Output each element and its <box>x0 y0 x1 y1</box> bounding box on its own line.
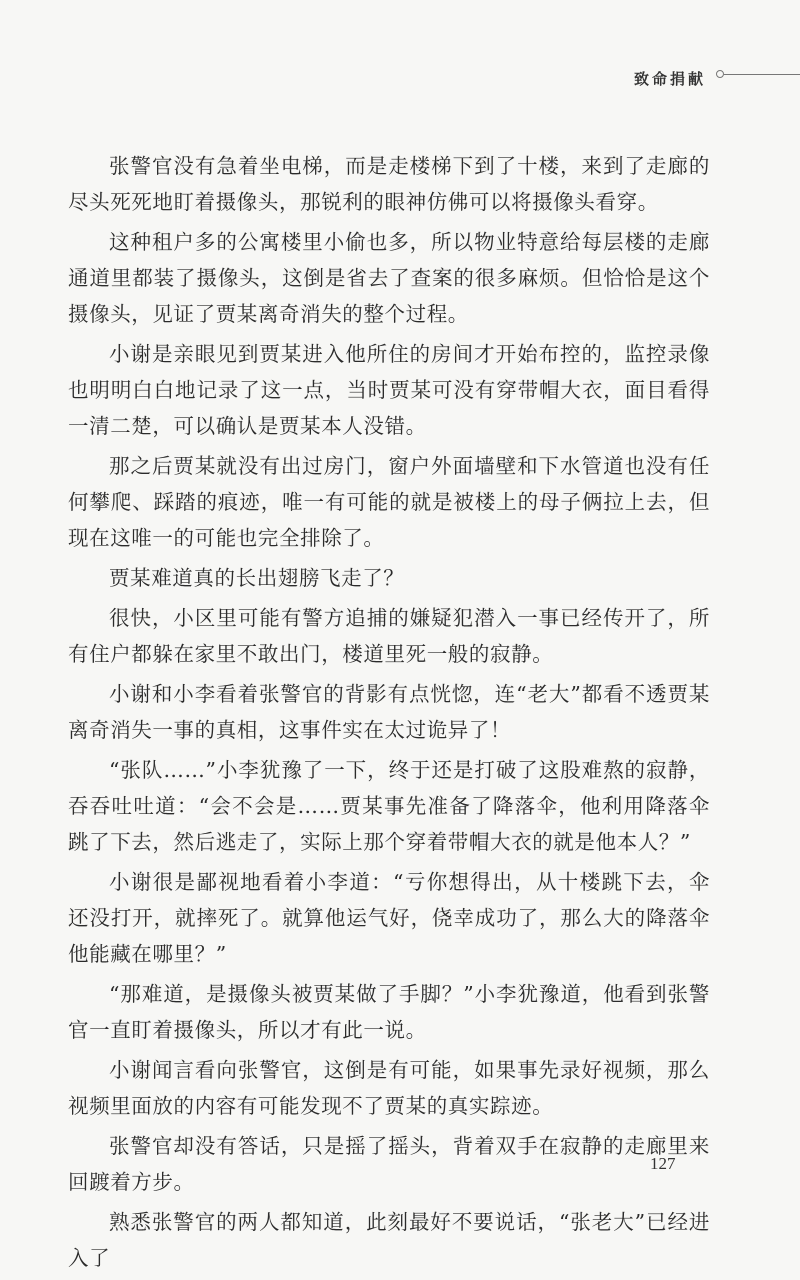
paragraph-12: 张警官却没有答话，只是摇了摇头，背着双手在寂静的走廊里来回踱着方步。 <box>68 1134 710 1194</box>
paragraph-3: 小谢是亲眼见到贾某进入他所住的房间才开始布控的，监控录像也明明白白地记录了这一点，当时贾某可没有穿带帽大衣，面目看得一清二楚，可以确认是贾某本人没错。 <box>68 342 710 438</box>
paragraph-13: 熟悉张警官的两人都知道，此刻最好不要说话，“张老大”已经进入了 <box>68 1210 710 1270</box>
paragraph-8: “张队……”小李犹豫了一下，终于还是打破了这股难熬的寂静，吞吞吐吐道：“会不会是……贾某事先准备了降落伞，他利用降落伞跳了下去，然后逃走了，实际上那个穿着带帽大衣的就是他本人？” <box>68 758 710 854</box>
paragraph-4: 那之后贾某就没有出过房门，窗户外面墙壁和下水管道也没有任何攀爬、踩踏的痕迹，唯一有可能的就是被楼上的母子俩拉上去，但现在这唯一的可能也完全排除了。 <box>68 454 710 550</box>
paragraph-1: 张警官没有急着坐电梯，而是走楼梯下到了十楼，来到了走廊的尽头死死地盯着摄像头，那锐利的眼神仿佛可以将摄像头看穿。 <box>68 154 710 214</box>
body-text <box>68 148 710 1280</box>
header-ornament-dot <box>716 70 724 78</box>
paragraph-2: 这种租户多的公寓楼里小偷也多，所以物业特意给每层楼的走廊通道里都装了摄像头，这倒是省去了查案的很多麻烦。但恰恰是这个摄像头，见证了贾某离奇消失的整个过程。 <box>68 230 710 326</box>
paragraph-5: 贾某难道真的长出翅膀飞走了？ <box>109 566 405 590</box>
paragraph-7: 小谢和小李看着张警官的背影有点恍惚，连“老大”都看不透贾某离奇消失一事的真相，这事件实在太过诡异了！ <box>68 682 710 742</box>
paragraph-11: 小谢闻言看向张警官，这倒是有可能，如果事先录好视频，那么视频里面放的内容有可能发现不了贾某的真实踪迹。 <box>68 1058 710 1118</box>
page-number: 127 <box>650 1154 676 1173</box>
paragraph-6: 很快，小区里可能有警方追捕的嫌疑犯潜入一事已经传开了，所有住户都躲在家里不敢出门，楼道里死一般的寂静。 <box>68 606 710 666</box>
running-header-title: 致命捐献 <box>634 70 707 88</box>
paragraph-10: “那难道，是摄像头被贾某做了手脚？”小李犹豫道，他看到张警官一直盯着摄像头，所以才有此一说。 <box>68 982 710 1042</box>
header-rule <box>724 74 800 75</box>
paragraph-9: 小谢很是鄙视地看着小李道：“亏你想得出，从十楼跳下去，伞还没打开，就摔死了。就算他运气好，侥幸成功了，那么大的降落伞他能藏在哪里？” <box>68 870 710 966</box>
